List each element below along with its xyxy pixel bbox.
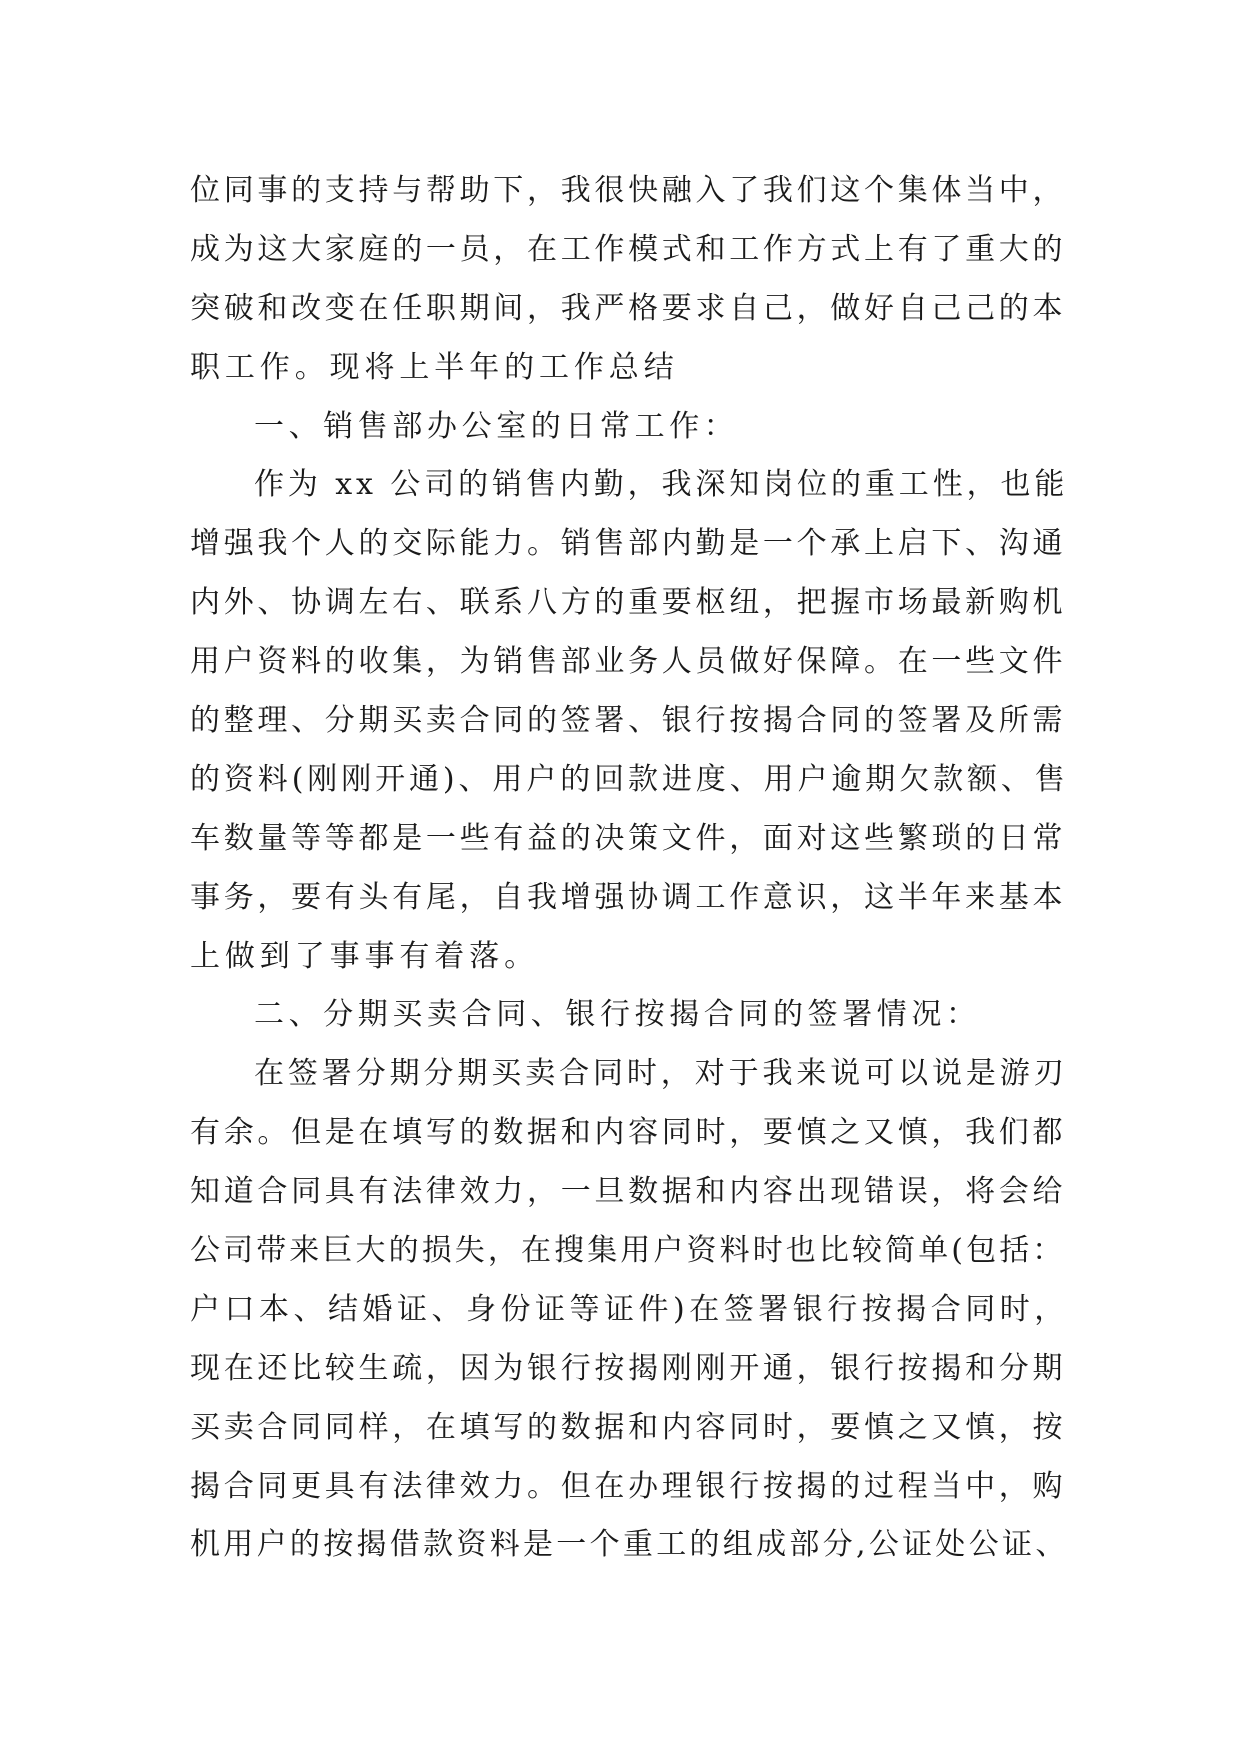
- text-line: 现在还比较生疏，因为银行按揭刚刚开通，银行按揭和分期: [190, 1350, 1067, 1386]
- text-line: 揭合同更具有法律效力。但在办理银行按揭的过程当中，购: [190, 1468, 1067, 1504]
- body-text: [190, 162, 1070, 1575]
- text-line: 事务，要有头有尾，自我增强协调工作意识，这半年来基本: [190, 879, 1067, 915]
- text-line: 增强我个人的交际能力。销售部内勤是一个承上启下、沟通: [190, 526, 1067, 562]
- text-line: 用户资料的收集，为销售部业务人员做好保障。在一些文件: [190, 644, 1067, 680]
- text-line: 的资料(刚刚开通)、用户的回款进度、用户逾期欠款额、售: [190, 761, 1069, 797]
- text-line: 作为 xx 公司的销售内勤，我深知岗位的重工性，也能: [254, 467, 1069, 503]
- text-line: 有余。但是在填写的数据和内容同时，要慎之又慎，我们都: [190, 1115, 1067, 1151]
- text-line: 上做到了事事有着落。: [190, 938, 539, 974]
- text-line: 车数量等等都是一些有益的决策文件，面对这些繁琐的日常: [190, 820, 1067, 856]
- text-line: 公司带来巨大的损失，在搜集用户资料时也比较简单(包括：: [190, 1233, 1066, 1269]
- section-heading-2: 二、分期买卖合同、银行按揭合同的签署情况：: [254, 997, 981, 1033]
- text-line: 户口本、结婚证、身份证等证件)在签署银行按揭合同时，: [190, 1291, 1069, 1327]
- text-line: 职工作。现将上半年的工作总结: [190, 349, 679, 385]
- text-line: 内外、协调左右、联系八方的重要枢纽，把握市场最新购机: [190, 585, 1067, 621]
- text-line: 机用户的按揭借款资料是一个重工的组成部分,公证处公证、: [190, 1527, 1069, 1563]
- text-line: 位同事的支持与帮助下，我很快融入了我们这个集体当中，: [190, 173, 1067, 208]
- text-line: 知道合同具有法律效力，一旦数据和内容出现错误，将会给: [190, 1174, 1067, 1210]
- text-line: 在签署分期分期买卖合同时，对于我来说可以说是游刃: [254, 1056, 1068, 1092]
- section-heading-1: 一、销售部办公室的日常工作：: [254, 408, 739, 444]
- text-line: 成为这大家庭的一员，在工作模式和工作方式上有了重大的: [190, 231, 1067, 267]
- text-line: 的整理、分期买卖合同的签署、银行按揭合同的签署及所需: [190, 703, 1067, 739]
- text-line: 买卖合同同样，在填写的数据和内容同时，要慎之又慎，按: [190, 1409, 1067, 1445]
- text-line: 突破和改变在任职期间，我严格要求自己，做好自己己的本: [190, 290, 1067, 326]
